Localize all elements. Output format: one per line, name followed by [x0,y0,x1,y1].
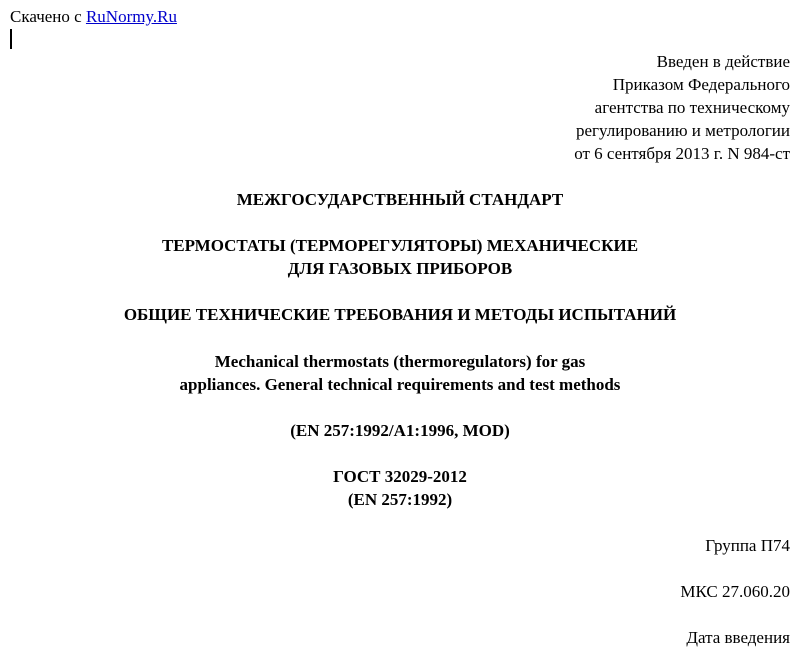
designation [0,465,796,511]
title-ru-line: ДЛЯ ГАЗОВЫХ ПРИБОРОВ [287,259,513,278]
download-source-line [10,5,177,28]
title-ru-line: ТЕРМОСТАТЫ (ТЕРМОРЕГУЛЯТОРЫ) МЕХАНИЧЕСКИЕ [161,236,639,255]
gost-number: ГОСТ 32029-2012 [333,467,467,486]
equivalence [0,419,796,442]
approval-line: Приказом Федерального [612,75,790,94]
download-prefix: Скачено с [10,7,86,26]
approval-block [574,50,790,165]
title-ru [0,234,796,280]
mks-code: МКС 27.060.20 [680,582,790,601]
subtitle-ru [0,303,796,326]
intro-date-label: Дата введения [686,628,790,647]
subtitle-ru-text: ОБЩИЕ ТЕХНИЧЕСКИЕ ТРЕБОВАНИЯ И МЕТОДЫ ИСПЫТАНИЙ [123,305,677,324]
en-number: (EN 257:1992) [347,490,453,509]
standard-type [0,188,796,211]
approval-line: агентства по техническому [594,98,790,117]
text-cursor [10,29,12,49]
title-en-line: appliances. General technical requirements and test methods [179,375,621,394]
title-en [0,350,796,396]
runormy-link[interactable]: RuNormy.Ru [85,7,177,26]
standard-type-text: МЕЖГОСУДАРСТВЕННЫЙ СТАНДАРТ [236,190,564,209]
approval-line: Введен в действие [656,52,790,71]
equivalence-text: (EN 257:1992/A1:1996, MOD) [290,421,510,440]
approval-line: регулированию и метрологии [575,121,790,140]
group-code: Группа П74 [705,536,790,555]
approval-line: от 6 сентября 2013 г. N 984-ст [574,144,790,163]
title-en-line: Mechanical thermostats (thermoregulators) for gas [214,352,586,371]
